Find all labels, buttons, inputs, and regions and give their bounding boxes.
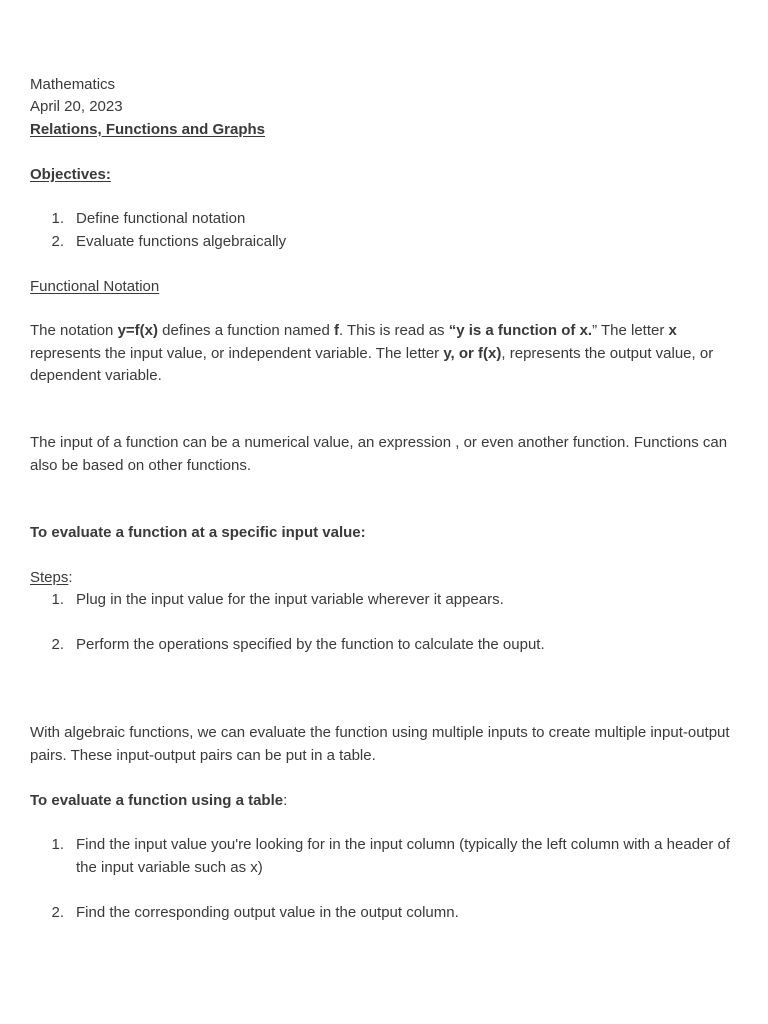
functional-notation-heading: Functional Notation (30, 277, 160, 295)
list-item: 1. Define functional notation (51, 210, 246, 228)
steps-label: Steps: (30, 568, 73, 586)
list-item: 1. Find the input value you're looking for in the input column (typically the left column with a header of the input variable such as x) (51, 836, 731, 876)
objectives-heading: Objectives: (30, 165, 111, 183)
notation-paragraph: The notation y=f(x) defines a function named f. This is read as “y is a function of x.” The letter x represents the input value, or independent variable. The letter y, or f(x), represents the output value, or dependent variable. (30, 322, 714, 385)
list-item: 2. Perform the operations specified by the function to calculate the ouput. (51, 636, 545, 654)
evaluate-specific-heading: To evaluate a function at a specific input value: (30, 524, 366, 542)
date-line: April 20, 2023 (30, 98, 123, 116)
list-item: 1. Plug in the input value for the input variable wherever it appears. (51, 591, 504, 609)
document-title: Relations, Functions and Graphs (30, 120, 266, 138)
algebraic-paragraph: With algebraic functions, we can evaluate the function using multiple inputs to create multiple input-output pairs. These input-output pairs can be put in a table. (30, 724, 730, 764)
objectives-list (30, 208, 742, 253)
list-item: 2. Find the corresponding output value in the output column. (51, 903, 459, 921)
input-paragraph: The input of a function can be a numerical value, an expression , or even another function. Functions can also be based on other functions. (30, 434, 728, 474)
table-steps-list (30, 834, 742, 924)
steps-list (30, 589, 742, 656)
document-body (30, 74, 742, 924)
evaluate-table-heading: To evaluate a function using a table: (30, 791, 288, 809)
subject-line: Mathematics (30, 76, 116, 93)
list-item: 2. Evaluate functions algebraically (51, 232, 287, 250)
